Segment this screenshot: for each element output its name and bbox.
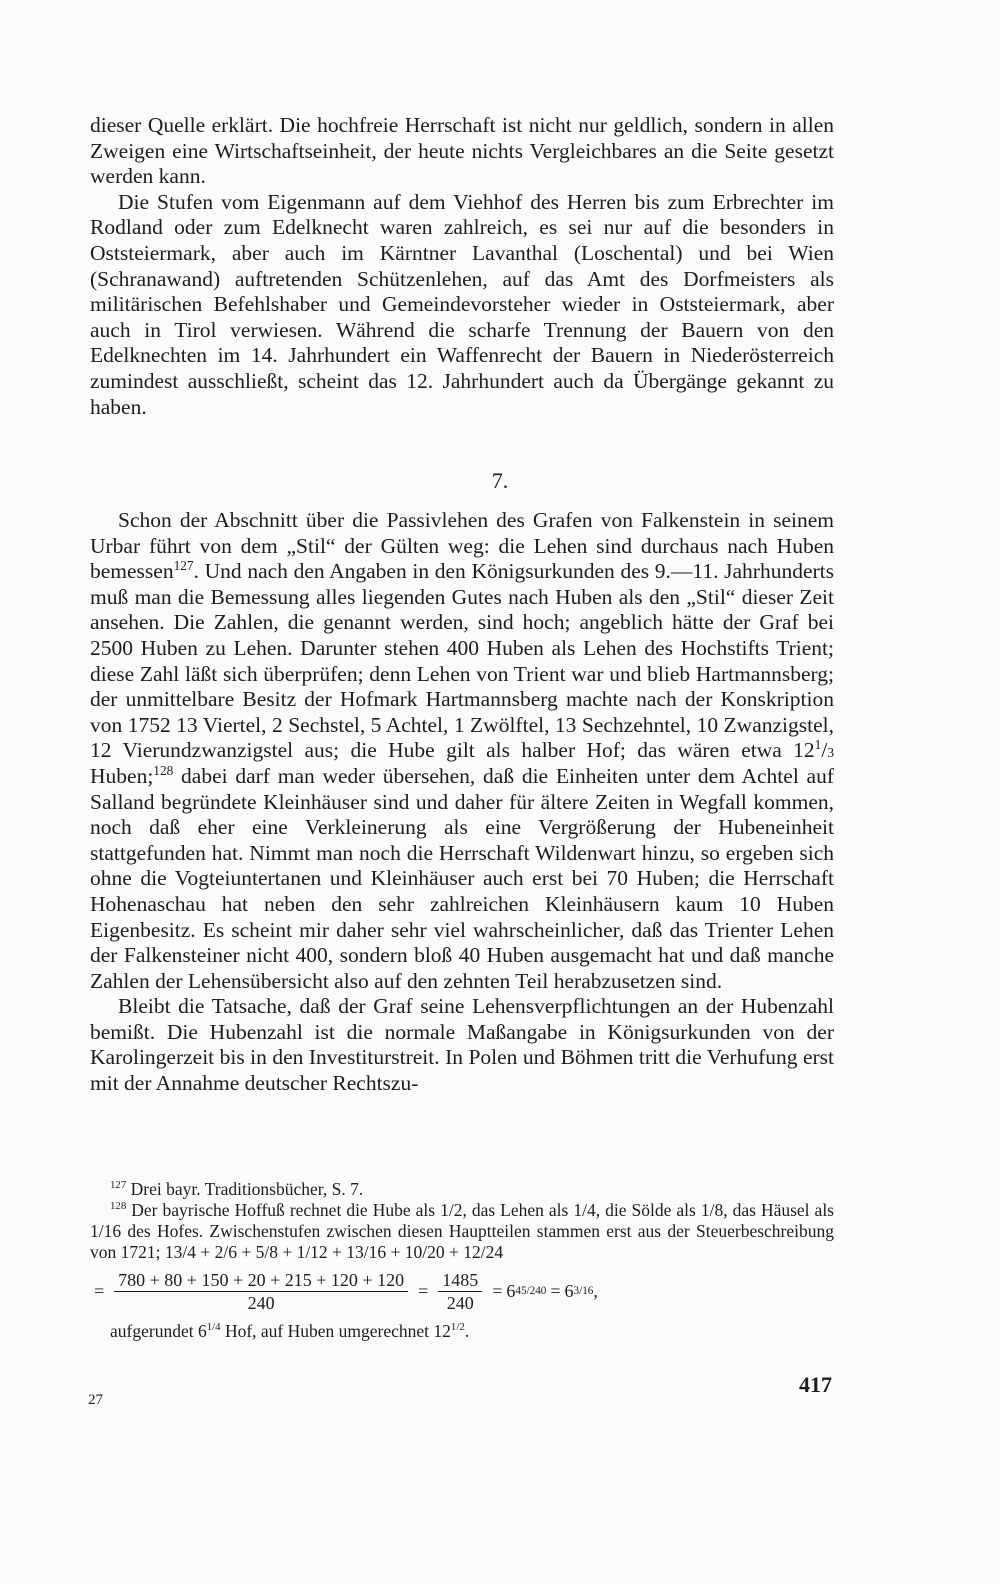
main-text-block-1 <box>90 113 834 420</box>
fraction: 1/2 <box>440 1200 463 1220</box>
text-run: Huben; <box>90 763 154 788</box>
fraction-numerator: 1485 <box>438 1269 482 1292</box>
result-whole: 6 <box>564 1280 574 1301</box>
paragraph: dieser Quelle erklärt. Die hochfreie Herrschaft ist nicht nur geldlich, sondern in allen Zweigen eine Wirtschaftseinheit, der heute nichts Vergleichbares an die Seite gesetzt werden kann. <box>90 113 834 189</box>
fraction-sum: 13/4 + 2/6 + 5/8 + 1/12 + 13/16 + 10/20 + 12/24 <box>164 1242 504 1262</box>
fraction-denominator: 240 <box>247 1292 275 1313</box>
page-number: 417 <box>799 1372 832 1397</box>
fraction-numerator: 780 + 80 + 150 + 20 + 215 + 120 + 120 <box>114 1269 408 1292</box>
footnote-ref: 127 <box>173 558 194 574</box>
footnote-conclusion <box>90 1321 834 1342</box>
result-whole: 6 <box>506 1280 516 1301</box>
footnote-text: Drei bayr. Traditionsbücher, S. 7. <box>126 1179 364 1199</box>
footnote-ref: 128 <box>153 762 174 778</box>
footnote-127 <box>90 1179 834 1200</box>
printer-signature: 27 <box>88 1392 103 1408</box>
fraction-denominator: 3 <box>827 745 834 761</box>
punctuation: . <box>464 1321 470 1341</box>
footnote-text: , das Häusel als <box>723 1200 834 1220</box>
footnote-text: Der bayrische Hoffuß rechnet die Hube als <box>126 1200 441 1220</box>
footnote-text: , die Sölde als <box>595 1200 701 1220</box>
equals-sign: = <box>418 1280 429 1301</box>
fraction: 1/4 <box>573 1200 596 1220</box>
calculation-fraction <box>438 1269 482 1314</box>
footnote-text: Hof, auf Huben umgerechnet 12 <box>220 1321 451 1341</box>
text-run: dabei darf man weder übersehen, daß die Einheiten unter dem Achtel auf Salland begründete Kleinhäuser sind und daher für ältere Zeiten in Wegfall kommen, noch daß eher eine Verkleinerung als eine Vergrößerung der Hubeneinheit stattgefunden hat. Nimmt man noch die Herrschaft Wildenwart hinzu, so ergeben sich ohne die Vogteiuntertanen und Kleinhäuser auch erst bei 70 Huben; die Herrschaft Hohenaschau hat neben den sehr zahlreichen Kleinhäusern kaum 10 Huben Eigenbesitz. Es scheint mir daher sehr viel wahrscheinlicher, daß das Trienter Lehen der Falkensteiner nicht 400, sondern bloß 40 Huben ausgemacht hat und daß manche Zahlen der Lehensübersicht also auf den zehnten Teil herabzusetzen sind. <box>90 763 834 993</box>
text-run: . Und nach den Angaben in den Königsurkunden des 9.—11. Jahrhunderts muß man die Bemessung alles liegenden Gutes nach Huben als den „Stil“ dieser Zeit ansehen. Die Zahlen, die genannt werden, sind hoch; angeblich hätte der Graf bei 2500 Huben zu Lehen. Darunter stehen 400 Huben als Lehen des Hochstifts Trient; diese Zahl läßt sich überprüfen; denn Lehen von Trient war und blieb Hartmannsberg; der unmittelbare Besitz der Hofmark Hartmannsberg machte nach der Konskription von 1752 13 Viertel, 2 Sechstel, 5 Achtel, 1 Zwölftel, 13 Sechzehntel, 10 Zwanzigstel, 12 Vierundzwanzigstel aus; die Hube gilt als halber Hof; das wären etwa 12 <box>90 559 834 763</box>
fraction-denominator: 240 <box>446 1292 474 1313</box>
footnote-128 <box>90 1200 834 1263</box>
text-run: Schon der Abschnitt über die Passivlehen des Grafen von Falkenstein in seinem Urbar führt von dem „Stil“ der Gülten weg: die Lehen sind durchaus nach Huben bemessen <box>90 508 834 584</box>
calculation-line: = $\frac{780 + 80 + 150 + 20 + 215 + 120 + 120}{240}$ = $\frac{1485}{240}$ = 6 45/240 = 6 3/16 , <box>94 1269 598 1313</box>
calculation-fraction <box>114 1269 408 1314</box>
paragraph: Die Stufen vom Eigenmann auf dem Viehhof des Herren bis zum Erbrechter im Rodland oder zum Edelknecht waren zahlreich, es sei nur auf die besonders in Oststeiermark, aber auch im Kärntner Lavanthal (Loschental) und bei Wien (Schranawand) auftretenden Schützenlehen, auf das Amt des Dorfmeisters als militärischen Befehlshaber und Gemeindevorsteher wieder in Oststeiermark, aber auch in Tirol verwiesen. Während die scharfe Trennung der Bauern von den Edelknechten im 14. Jahrhundert ein Waffenrecht der Bauern in Niederösterreich zumindest ausschließt, scheint das 12. Jahrhundert auch da Übergänge gekannt zu haben. <box>90 189 834 419</box>
paragraph: Schon der Abschnitt über die Passivlehen des Grafen von Falkenstein in seinem Urbar führt von dem „Stil“ der Gülten weg: die Lehen sind durchaus nach Huben bemessen$^{127}$. Und nach den Angaben in den Königsurkunden des 9.—11. Jahrhunderts muß man die Bemessung alles liegenden Gutes nach Huben als den „Stil“ dieser Zeit ansehen. Die Zahlen, die genannt werden, sind hoch; angeblich hätte der Graf bei 2500 Huben zu Lehen. Darunter stehen 400 Huben als Lehen des Hochstifts Trient; diese Zahl läßt sich überprüfen; denn Lehen von Trient war und blieb Hartmannsberg; der unmittelbare Besitz der Hofmark Hartmannsberg machte nach der Konskription von 1752 13 Viertel, 2 Sechstel, 5 Achtel, 1 Zwölftel, 13 Sechzehntel, 10 Zwanzigstel, 12 Vierundzwanzigstel aus; die Hube gilt als halber Hof; das wären etwa $12^1/3$ Huben;$^{128}$ dabei darf man weder übersehen, daß die Einheiten unter dem Achtel auf Salland begründete Kleinhäuser sind und daher für ältere Zeiten in Wegfall kommen, noch daß eher eine Verkleinerung als eine Vergrößerung der Hubeneinheit stattgefunden hat. Nimmt man noch die Herrschaft Wildenwart hinzu, so ergeben sich ohne die Vogteiuntertanen und Kleinhäuser auch erst bei 70 Huben; die Herrschaft Hohenaschau hat neben den sehr zahlreichen Kleinhäusern kaum 10 Huben Eigenbesitz. Es scheint mir daher sehr viel wahrscheinlicher, daß das Trienter Lehen der Falkensteiner nicht 400, sondern bloß 40 Huben ausgemacht hat und daß manche Zahlen der Lehensübersicht also auf den zehnten Teil herabzusetzen sind. <box>90 508 834 993</box>
main-text-block-2 <box>90 508 834 1097</box>
section-number: 7. <box>491 468 509 493</box>
footnote-text: , das Lehen als <box>462 1200 574 1220</box>
punctuation: , <box>593 1280 598 1301</box>
footnote-number: 128 <box>110 1200 127 1213</box>
equals-sign: = <box>94 1280 105 1301</box>
equals-sign: = <box>550 1280 561 1301</box>
fraction: 1/16 <box>90 1221 122 1241</box>
equals-sign: = <box>492 1280 503 1301</box>
footnote-text: aufgerundet 6 <box>110 1321 207 1341</box>
fraction: 1/4 <box>206 1321 221 1334</box>
paragraph: Bleibt die Tatsache, daß der Graf seine Lehensverpflichtungen an der Hubenzahl bemißt. Die Hubenzahl ist die normale Maßangabe in Königsurkunden von der Karolingerzeit bis in den Investiturstreit. In Polen und Böhmen tritt die Verhufung erst mit der Annahme deutscher Rechtszu- <box>90 994 834 1096</box>
footnotes <box>90 1179 834 1342</box>
fraction: 1/2 <box>450 1321 465 1334</box>
fraction-numerator: 1 <box>814 737 822 753</box>
fraction: 1/8 <box>700 1200 724 1220</box>
footnote-number: 127 <box>110 1179 127 1192</box>
footnote-text: des Hofes. Zwischenstufen zwischen diesen Hauptteilen stammen erst aus der Steuerbeschreibung von 1721; <box>90 1221 834 1262</box>
